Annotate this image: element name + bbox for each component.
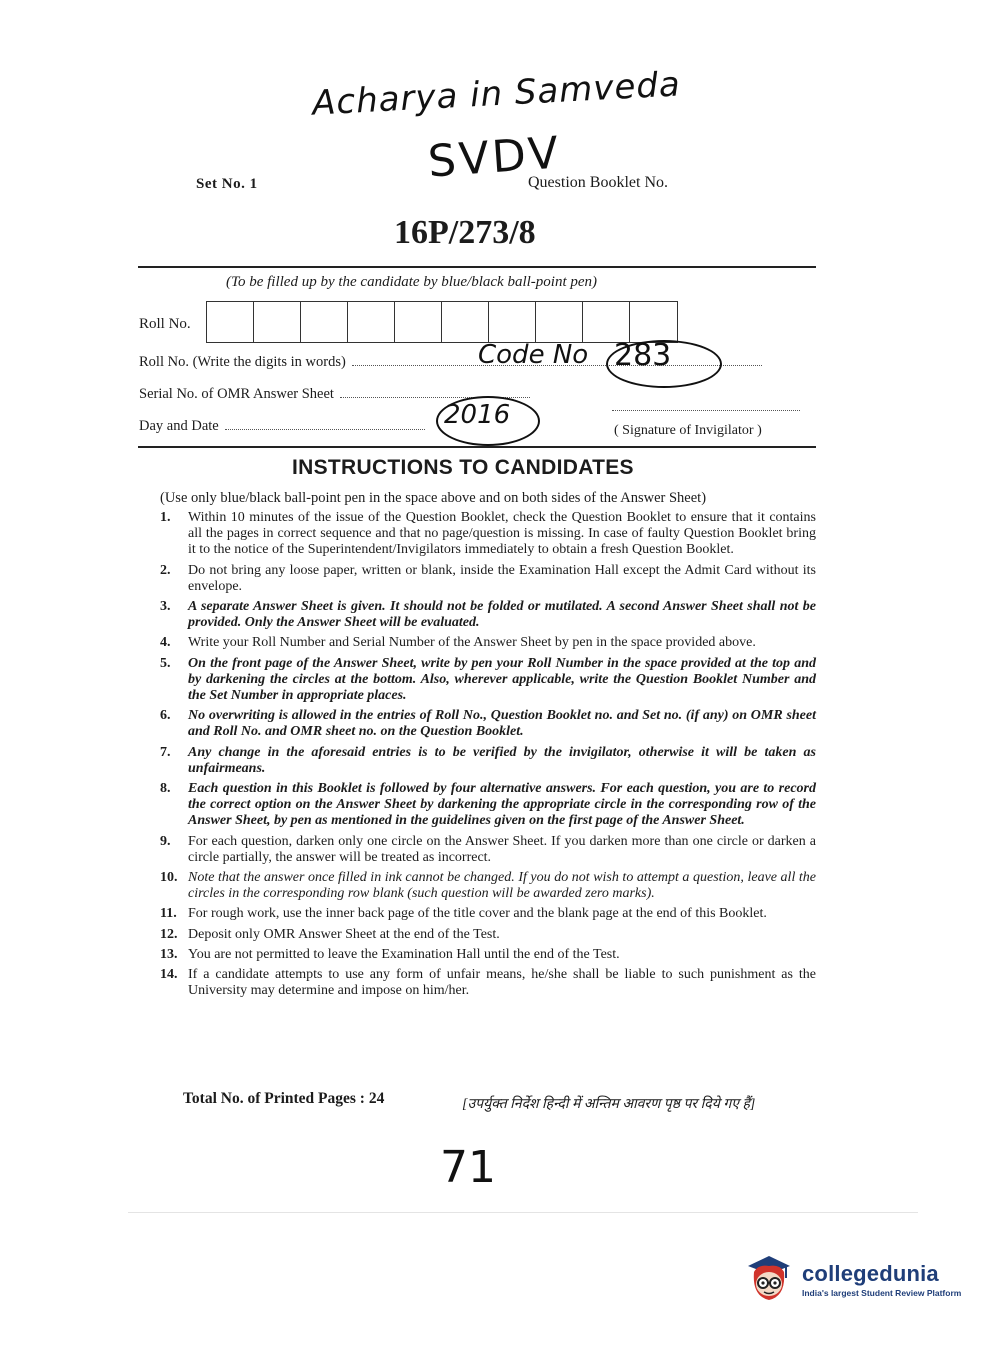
instructions-intro: (Use only blue/black ball-point pen in the space above and on both sides of the Answer Sheet) [160, 490, 707, 506]
item-text: You are not permitted to leave the Examination Hall until the end of the Test. [188, 946, 620, 962]
total-printed-pages: Total No. of Printed Pages : 24 [183, 1090, 385, 1107]
day-date-dotted-line[interactable] [225, 428, 425, 430]
item-number: 10. [160, 870, 178, 886]
list-item [160, 635, 816, 651]
handwritten-code-value: 283 [614, 338, 672, 373]
item-number: 4. [160, 635, 171, 651]
item-number: 3. [160, 599, 171, 615]
collegedunia-logo[interactable] [742, 1252, 961, 1306]
item-text: Deposit only OMR Answer Sheet at the end of the Test. [188, 926, 500, 942]
list-item [160, 708, 816, 740]
instructions-title: INSTRUCTIONS TO CANDIDATES [292, 456, 634, 479]
fill-note: (To be filled up by the candidate by blue/black ball-point pen) [226, 274, 598, 290]
brand-tagline: India's largest Student Review Platform [802, 1287, 962, 1298]
handwritten-year: 2016 [444, 400, 511, 430]
list-item [160, 599, 816, 631]
top-divider [138, 266, 816, 268]
handwritten-code-no: Code No [478, 340, 589, 370]
omr-serial-label: Serial No. of OMR Answer Sheet [139, 386, 334, 402]
list-item [160, 563, 816, 595]
item-number: 14. [160, 967, 178, 983]
item-number: 7. [160, 744, 171, 760]
roll-digit-box[interactable] [348, 302, 395, 342]
item-text: No overwriting is allowed in the entries of Roll No., Question Booklet no. and Set no. (if any) on OMR sheet and Roll No. and OMR sheet no. on the Question Booklet. [188, 708, 816, 740]
list-item [160, 906, 816, 922]
item-text: For rough work, use the inner back page of the title cover and the blank page at the end of this Booklet. [188, 906, 767, 922]
list-item [160, 656, 816, 705]
item-number: 13. [160, 946, 178, 962]
list-item [160, 967, 816, 999]
item-text: For each question, darken only one circle on the Answer Sheet. If you darken more than one circle or darken a circle partially, the answer will be treated as incorrect. [188, 833, 816, 865]
instructions-list [160, 510, 816, 1003]
item-number: 6. [160, 708, 171, 724]
item-text: Each question in this Booklet is followed by four alternative answers. For each question, you are to record the correct option on the Answer Sheet by darkening the appropriate circle in the corresponding row of the Answer Sheet, by pen as mentioned in the guidelines given on the first page of the Answer Sheet. [188, 781, 816, 829]
signature-label: ( Signature of Invigilator ) [614, 423, 762, 438]
roll-digit-box[interactable] [630, 302, 677, 342]
item-number: 12. [160, 926, 178, 942]
bottom-faint-rule [128, 1212, 918, 1213]
roll-digit-box[interactable] [583, 302, 630, 342]
item-number: 8. [160, 781, 171, 797]
item-text: Note that the answer once filled in ink cannot be changed. If you do not wish to attempt a question, leave all the circles in the corresponding row blank (such question will be awarded zero marks). [188, 870, 816, 902]
question-booklet-number: 16P/273/8 [394, 214, 536, 251]
roll-digit-box[interactable] [489, 302, 536, 342]
list-item [160, 781, 816, 830]
item-text: Any change in the aforesaid entries is to be verified by the invigilator, otherwise it will be taken as unfairmeans. [188, 744, 816, 776]
roll-no-boxes[interactable] [206, 301, 678, 343]
item-number: 11. [160, 906, 177, 922]
mascot-icon [742, 1252, 796, 1306]
form-bottom-divider [138, 446, 816, 448]
item-text: A separate Answer Sheet is given. It should not be folded or mutilated. A second Answer Sheet shall not be provided. Only the Answer Sheet will be evaluated. [188, 599, 816, 631]
item-number: 2. [160, 562, 171, 578]
item-text: On the front page of the Answer Sheet, write by pen your Roll Number in the space provided at the top and by darkening the circles at the bottom. Also, wherever applicable, write the Question Booklet Number and the Set Number in appropriate places. [188, 655, 816, 704]
roll-digit-box[interactable] [536, 302, 583, 342]
handwritten-page-mark: 71 [440, 1142, 496, 1193]
list-item [160, 870, 816, 902]
list-item [160, 510, 816, 559]
list-item [160, 947, 816, 963]
item-number: 5. [160, 655, 171, 671]
item-text: If a candidate attempts to use any form of unfair means, he/she shall be liable to such punishment as the University may determine and impose on him/her. [188, 967, 816, 999]
roll-words-label: Roll No. (Write the digits in words) [139, 354, 346, 370]
roll-digit-box[interactable] [254, 302, 301, 342]
handwritten-svdv: SVDV [426, 127, 563, 188]
roll-no-label: Roll No. [139, 316, 191, 332]
set-number: Set No. 1 [196, 176, 258, 192]
day-date-field[interactable] [139, 418, 425, 435]
day-date-label: Day and Date [139, 418, 219, 434]
item-number: 1. [160, 510, 171, 525]
brand-name: collegedunia [802, 1260, 939, 1286]
handwritten-circle [606, 340, 722, 388]
roll-digit-box[interactable] [207, 302, 254, 342]
roll-digit-box[interactable] [395, 302, 442, 342]
signature-dotted-line[interactable] [612, 410, 800, 411]
item-number: 9. [160, 833, 171, 849]
list-item [160, 927, 816, 943]
roll-digit-box[interactable] [442, 302, 489, 342]
roll-digit-box[interactable] [301, 302, 348, 342]
item-text: Do not bring any loose paper, written or blank, inside the Examination Hall except the Admit Card without its envelope. [188, 562, 816, 594]
list-item [160, 745, 816, 777]
list-item [160, 834, 816, 866]
item-text: Within 10 minutes of the issue of the Question Booklet, check the Question Booklet to ensure that it contains all the pages in correct sequence and that no page/question is missing. In case of faulty Question Booklet bring it to the notice of the Superintendent/Invigilators immediately to obtain a fresh Question Booklet. [188, 510, 816, 558]
question-booklet-label: Question Booklet No. [528, 174, 668, 191]
handwritten-circle [436, 396, 540, 446]
item-text: Write your Roll Number and Serial Number of the Answer Sheet by pen in the space provided above. [188, 635, 756, 651]
hindi-note: [उपर्युक्त निर्देश हिन्दी में अन्तिम आवरण पृष्ठ पर दिये गए हैं] [462, 1097, 756, 1112]
handwritten-title: Acharya in Samveda [311, 64, 682, 124]
